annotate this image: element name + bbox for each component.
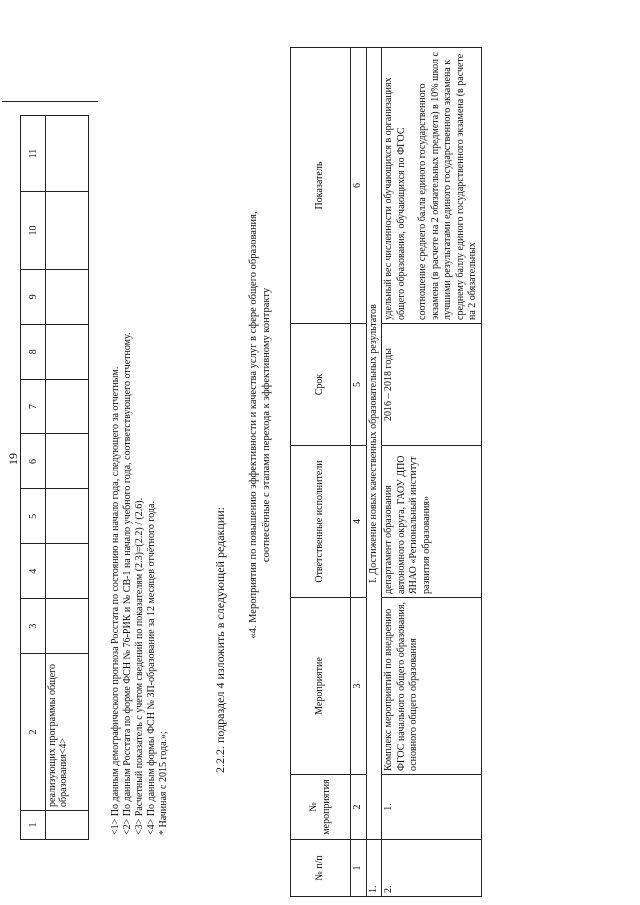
page-number: 19 — [6, 453, 20, 465]
event-text: Комплекс мероприятий по внедрению ФГОС начального общего образования, основного общего образования — [382, 598, 482, 775]
top-table-header — [21, 116, 46, 840]
main-table-header-cell: Ответственные исполнители — [291, 446, 351, 598]
main-table-header-cell: Мероприятие — [291, 598, 351, 775]
section-title-line: «4. Мероприятия по повышению эффективности и качества услуг в сфере общего образования, — [248, 211, 259, 639]
top-table-header-cell: 3 — [21, 599, 46, 654]
top-table-cell — [46, 379, 89, 434]
top-table-cell: реализующих программы общего образования<4> — [46, 654, 89, 811]
column-number: 1 — [351, 840, 367, 897]
main-table — [290, 47, 482, 897]
main-table-row — [382, 48, 482, 897]
top-table-header-cell: 5 — [21, 489, 46, 544]
footnote: * Начиная с 2015 года.»; — [158, 731, 169, 835]
top-table-header-cell: 6 — [21, 434, 46, 489]
top-table-cell — [46, 489, 89, 544]
main-table-header-cell: № п/п — [291, 840, 351, 897]
indicator-text: удельный вес численности обучающихся в организациях общего образования, обучающихся по ФГОС — [383, 77, 407, 320]
top-table — [20, 115, 89, 840]
indicator-text: соотношение среднего балла единого государственного экзамена (в расчете на 2 обязательных предмета) в 10% школ с лучшими результатами единого государственного экзамена к среднему баллу единого государственного экзамена (в расчете на 2 обязательных — [417, 52, 478, 320]
column-number: 2 — [351, 775, 367, 840]
top-table-row — [46, 116, 89, 840]
column-number: 5 — [351, 324, 367, 446]
top-table-cell — [46, 192, 89, 270]
column-number: 6 — [351, 48, 367, 324]
top-table-cell — [46, 324, 89, 379]
footnote: <3> Расчетный показатель с учетом сведений по показателям (2.3)=(2.2) / (2.6). — [134, 497, 145, 835]
main-table-header — [291, 48, 351, 897]
top-table-header-cell: 8 — [21, 324, 46, 379]
top-table-cell — [46, 116, 89, 192]
top-table-cell — [46, 811, 89, 840]
top-table-cell — [46, 544, 89, 599]
top-table-header-cell: 2 — [21, 654, 46, 811]
section-row-text: I. Достижение новых качественных образовательных результатов — [366, 48, 382, 840]
top-table-header-cell: 10 — [21, 192, 46, 270]
top-table-header-cell: 9 — [21, 269, 46, 324]
event-number: 1. — [382, 775, 482, 840]
section-title-line: соотнесённые с этапами перехода к эффективному контракту — [260, 287, 272, 563]
top-right-rule — [2, 101, 98, 102]
top-table-cell — [46, 434, 89, 489]
column-number: 3 — [351, 598, 367, 775]
footnote: <1> По данным демографического прогноза Росстата по состоянию на начало года, следующего за отчетным. — [110, 366, 121, 835]
top-table-header-cell: 4 — [21, 544, 46, 599]
section-row-number: 1. — [366, 840, 382, 897]
top-table-header-cell: 1 — [21, 811, 46, 840]
term-text: 2016 – 2018 годы — [382, 324, 482, 446]
responsible-text: департамент образования автономного округа, ГАОУ ДПО ЯНАО «Региональный институт развития образования» — [382, 446, 482, 598]
top-table-cell — [46, 269, 89, 324]
section-title — [248, 75, 273, 775]
main-table-section-row — [366, 48, 382, 897]
top-table-header-cell: 7 — [21, 379, 46, 434]
main-table-header-cell: Срок — [291, 324, 351, 446]
footnote: <2> По данным Росстата по форме ФСН № 76-РИК и № СВ-1 на начало учебного года, соответствующего отчетному. — [122, 332, 133, 835]
row-number: 2. — [382, 840, 482, 897]
section-text: 2.2.2. подраздел 4 изложить в следующей редакции: — [213, 507, 227, 773]
footnotes — [110, 75, 170, 835]
footnote: <4> По данным формы ФСН № ЗП-образование за 12 месяцев отчётного года. — [146, 501, 157, 835]
column-number: 4 — [351, 446, 367, 598]
main-table-header-cell: Показатель — [291, 48, 351, 324]
main-table-header-cell: № мероприятия — [291, 775, 351, 840]
indicator-cell — [382, 48, 482, 324]
top-table-cell — [46, 599, 89, 654]
top-table-header-cell: 11 — [21, 116, 46, 192]
main-table-number-row — [351, 48, 367, 897]
